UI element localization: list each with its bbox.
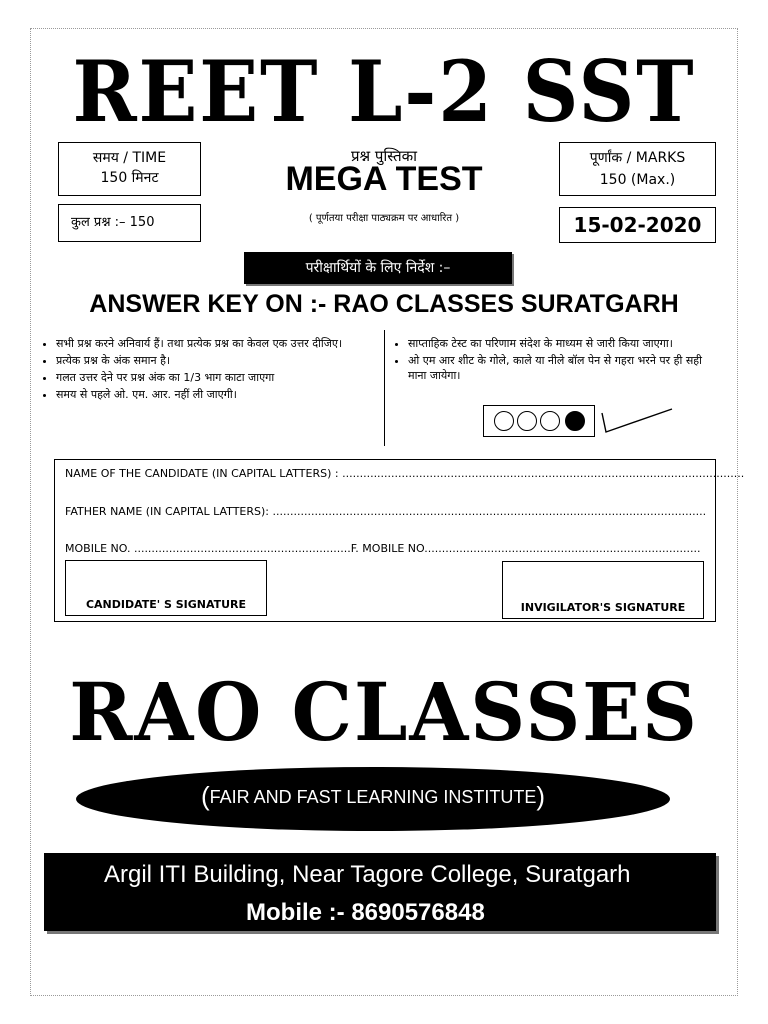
column-divider bbox=[384, 330, 385, 446]
mobile-number: Mobile :- 8690576848 bbox=[246, 899, 485, 926]
instructions-banner: परीक्षार्थियों के लिए निर्देश :– bbox=[244, 252, 512, 284]
exam-title: REET L-2 SST bbox=[72, 42, 696, 141]
invigilator-signature-label: INVIGILATOR'S SIGNATURE bbox=[520, 601, 686, 614]
booklet-label: प्रश्न पुस्तिका bbox=[350, 147, 418, 165]
omr-bubbles-icon bbox=[483, 405, 595, 437]
marks-box bbox=[559, 142, 716, 196]
tagline-text: FAIR AND FAST LEARNING INSTITUTE bbox=[209, 787, 537, 807]
marks-label: पूर्णांक / MARKS bbox=[589, 150, 686, 166]
instructions-left bbox=[34, 336, 352, 404]
instruction-item: • प्रत्येक प्रश्न के अंक समान है। bbox=[56, 353, 352, 368]
total-questions: कुल प्रश्न :– 150 bbox=[71, 215, 155, 230]
father-name-field[interactable]: FATHER NAME (IN CAPITAL LATTERS): ............................................................................................................................ bbox=[65, 505, 707, 518]
syllabus-note: ( पूर्णतया परीक्षा पाठ्यक्रम पर आधारित ) bbox=[308, 213, 460, 224]
candidate-name-field[interactable]: NAME OF THE CANDIDATE (IN CAPITAL LATTERS) : ................................................................................................................... bbox=[65, 467, 745, 480]
exam-date: 15-02-2020 bbox=[559, 207, 716, 243]
tick-mark-icon bbox=[600, 405, 676, 435]
instruction-item: • ओ एम आर शीट के गोले, काले या नीले बॉल पेन से गहरा भरने पर ही सही माना जायेगा। bbox=[408, 353, 714, 383]
empty-bubble-icon bbox=[494, 411, 514, 431]
tagline-banner bbox=[76, 767, 670, 831]
instruction-item: • गलत उत्तर देने पर प्रश्न अंक का 1/3 भाग काटा जाएगा bbox=[56, 370, 352, 385]
address: Argil ITI Building, Near Tagore College, Suratgarh bbox=[104, 861, 631, 888]
tagline-open: ( bbox=[200, 781, 210, 811]
instructions-right bbox=[386, 336, 714, 385]
contact-box bbox=[44, 853, 716, 931]
empty-bubble-icon bbox=[517, 411, 537, 431]
instruction-item: • सभी प्रश्न करने अनिवार्य हैं। तथा प्रत्येक प्रश्न का केवल एक उत्तर दीजिए। bbox=[56, 336, 352, 351]
candidate-signature-label: CANDIDATE' S SIGNATURE bbox=[85, 598, 247, 611]
candidate-details-box bbox=[54, 459, 745, 622]
marks-value: 150 (Max.) bbox=[599, 172, 676, 188]
answer-key-heading: ANSWER KEY ON :- RAO CLASSES SURATGARH bbox=[89, 290, 679, 318]
time-label: समय / TIME bbox=[92, 150, 167, 166]
instruction-item: • साप्ताहिक टेस्ट का परिणाम संदेश के माध्यम से जारी किया जाएगा। bbox=[408, 336, 714, 351]
instruction-item: • समय से पहले ओ. एम. आर. नहीं ली जाएगी। bbox=[56, 387, 352, 402]
empty-bubble-icon bbox=[540, 411, 560, 431]
candidate-signature-box[interactable] bbox=[65, 560, 267, 616]
test-name: MEGA TEST bbox=[285, 160, 483, 198]
invigilator-signature-box[interactable] bbox=[502, 561, 704, 619]
tagline-close: ) bbox=[536, 781, 546, 811]
mobile-field[interactable]: MOBILE NO. ..............................................................F. MOBILE NO............................................................................... bbox=[65, 542, 701, 555]
institute-name: RAO CLASSES bbox=[69, 665, 699, 759]
time-value: 150 मिनट bbox=[100, 170, 159, 186]
filled-bubble-icon bbox=[565, 411, 585, 431]
